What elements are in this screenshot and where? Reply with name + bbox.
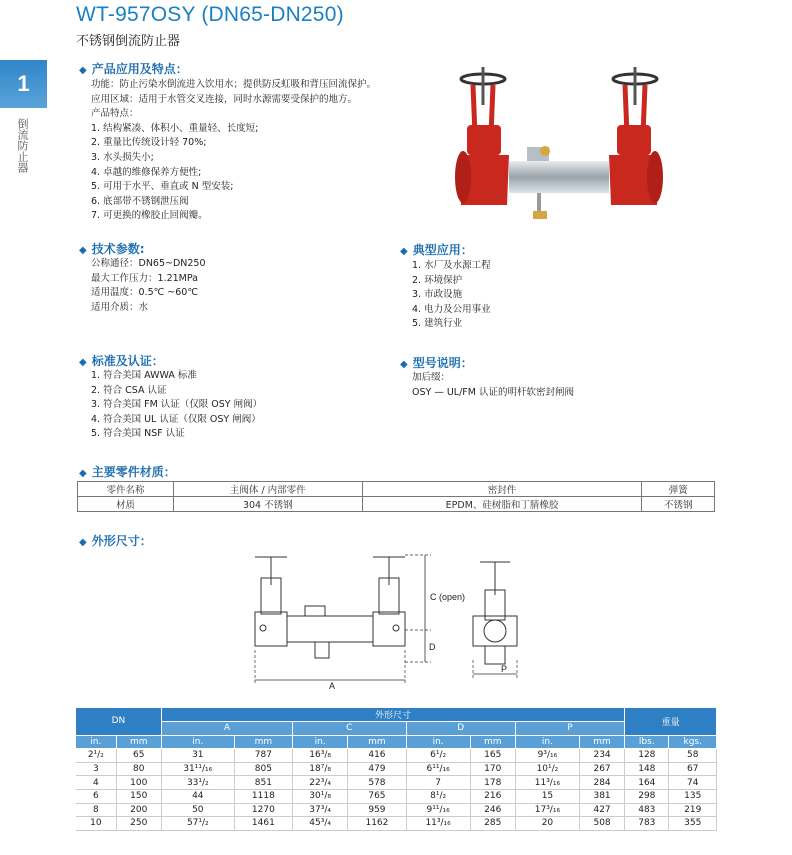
table-cell: 427 — [579, 803, 624, 817]
table-cell: 250 — [116, 817, 161, 831]
table-row — [78, 497, 715, 512]
features-line: 产品特点： — [91, 108, 139, 120]
dn-header: DN — [76, 708, 161, 735]
typical-line: 4. 电力及公用事业 — [412, 303, 491, 315]
table-cell: 20 — [515, 817, 579, 831]
typical-line: 3. 市政设施 — [412, 289, 463, 301]
table-cell: 18⁷/₈ — [293, 762, 348, 776]
table-cell: 416 — [348, 749, 406, 763]
typical-line: 5. 建筑行业 — [412, 318, 463, 330]
table-cell: 44 — [161, 789, 234, 803]
table-cell: 164 — [625, 776, 669, 790]
table-cell: 45³/₄ — [293, 817, 348, 831]
table-cell: 100 — [116, 776, 161, 790]
table-cell: 508 — [579, 817, 624, 831]
dimension-drawing — [245, 550, 555, 690]
table-cell: 50 — [161, 803, 234, 817]
table-header-cell: 弹簧 — [642, 482, 715, 497]
unit-cell: mm — [116, 735, 161, 749]
table-cell: EPDM、硅树脂和丁腈橡胶 — [362, 497, 642, 512]
table-row — [76, 803, 717, 817]
typical-heading: ◆ 典型应用： — [400, 243, 473, 257]
table-cell: 4 — [76, 776, 116, 790]
features-line: 功能：防止污染水倒流进入饮用水；提供防反虹吸和背压回流保护。 — [91, 79, 377, 90]
table-cell: 8¹/₂ — [406, 789, 470, 803]
features-list — [91, 78, 376, 224]
diamond-bullet-icon: ◆ — [400, 246, 408, 257]
table-cell: 15 — [515, 789, 579, 803]
table-cell: 11³/₁₆ — [515, 776, 579, 790]
table-cell: 148 — [625, 762, 669, 776]
tech-line: 最大工作压力：1.21MPa — [91, 272, 198, 284]
materials-heading: ◆ 主要零件材质： — [79, 465, 176, 479]
table-cell: 284 — [579, 776, 624, 790]
table-cell: 178 — [470, 776, 515, 790]
col-header-p: P — [515, 722, 624, 736]
typical-line: 1. 水厂及水源工程 — [412, 260, 491, 271]
typical-line: 2. 环境保护 — [412, 274, 463, 286]
unit-cell: mm — [470, 735, 515, 749]
table-cell: 9³/₁₆ — [515, 749, 579, 763]
standards-line: 4. 符合美国 UL 认证（仅限 OSY 闸阀） — [91, 413, 261, 425]
chapter-label: 倒流防止器 — [16, 118, 29, 173]
group-header: 外形尺寸 — [161, 708, 624, 722]
unit-cell: in. — [406, 735, 470, 749]
table-header-row — [76, 722, 717, 736]
table-cell: 9¹¹/₁₆ — [406, 803, 470, 817]
table-header-cell: 密封件 — [362, 482, 642, 497]
model-list — [412, 371, 574, 400]
table-cell: 1118 — [234, 789, 292, 803]
features-line: 5. 可用于水平、垂直或 N 型安装; — [91, 181, 234, 193]
table-cell: 219 — [669, 803, 717, 817]
table-cell: 33¹/₂ — [161, 776, 234, 790]
table-row — [76, 789, 717, 803]
unit-cell: mm — [234, 735, 292, 749]
table-cell: 483 — [625, 803, 669, 817]
table-cell: 135 — [669, 789, 717, 803]
diamond-bullet-icon: ◆ — [79, 468, 87, 479]
diamond-bullet-icon: ◆ — [79, 65, 87, 76]
table-cell: 1270 — [234, 803, 292, 817]
tech-list — [91, 257, 206, 315]
dim-label-c: C (open) — [430, 592, 466, 602]
model-line: 加后缀： — [412, 372, 451, 383]
typical-list — [412, 259, 491, 332]
features-line: 7. 可更换的橡胶止回阀瓣。 — [91, 210, 208, 222]
table-cell: 10¹/₂ — [515, 762, 579, 776]
table-cell: 216 — [470, 789, 515, 803]
table-cell: 6¹¹/₁₆ — [406, 762, 470, 776]
table-cell: 22³/₄ — [293, 776, 348, 790]
table-cell: 6 — [76, 789, 116, 803]
table-cell: 31 — [161, 749, 234, 763]
table-cell: 31¹¹/₁₆ — [161, 762, 234, 776]
diamond-bullet-icon: ◆ — [79, 357, 87, 368]
page-subtitle: 不锈钢倒流防止器 — [76, 34, 181, 49]
dimensions-table — [76, 708, 717, 831]
features-line: 1. 结构紧凑、体积小、重量轻、长度短; — [91, 122, 259, 134]
unit-cell: lbs. — [625, 735, 669, 749]
valve-product-photo — [455, 65, 675, 225]
table-cell: 57¹/₂ — [161, 817, 234, 831]
unit-cell: in. — [515, 735, 579, 749]
table-cell: 1461 — [234, 817, 292, 831]
table-cell: 2¹/₂ — [76, 749, 116, 763]
diamond-bullet-icon: ◆ — [400, 359, 408, 370]
table-cell: 246 — [470, 803, 515, 817]
standards-list — [91, 369, 262, 442]
table-cell: 285 — [470, 817, 515, 831]
table-cell: 381 — [579, 789, 624, 803]
table-cell: 80 — [116, 762, 161, 776]
table-cell: 1162 — [348, 817, 406, 831]
table-cell: 8 — [76, 803, 116, 817]
features-line: 应用区域：适用于水管交叉连接，同时水源需要受保护的地方。 — [91, 93, 358, 105]
table-cell: 355 — [669, 817, 717, 831]
unit-cell: mm — [579, 735, 624, 749]
table-cell: 851 — [234, 776, 292, 790]
table-cell: 67 — [669, 762, 717, 776]
standards-line: 2. 符合 CSA 认证 — [91, 384, 167, 396]
page-title: WT-957OSY (DN65-DN250) — [76, 3, 344, 26]
col-header-d: D — [406, 722, 515, 736]
features-line: 2. 重量比传统设计轻 70%; — [91, 137, 207, 149]
features-line: 3. 水头损失小; — [91, 151, 154, 163]
standards-line: 1. 符合美国 AWWA 标准 — [91, 370, 197, 381]
table-cell: 11³/₁₆ — [406, 817, 470, 831]
tech-line: 公称通径：DN65~DN250 — [91, 258, 206, 269]
features-line: 6. 底部带不锈钢泄压阀 — [91, 195, 189, 207]
table-cell: 234 — [579, 749, 624, 763]
unit-cell: kgs. — [669, 735, 717, 749]
col-header-c: C — [293, 722, 407, 736]
unit-cell: in. — [293, 735, 348, 749]
table-cell: 不锈钢 — [642, 497, 715, 512]
table-cell: 783 — [625, 817, 669, 831]
table-cell: 材质 — [78, 497, 174, 512]
table-cell: 150 — [116, 789, 161, 803]
table-cell: 17³/₁₆ — [515, 803, 579, 817]
tech-line: 适用介质：水 — [91, 301, 149, 313]
table-cell: 200 — [116, 803, 161, 817]
table-row — [76, 762, 717, 776]
diamond-bullet-icon: ◆ — [79, 537, 87, 548]
dim-label-a: A — [329, 681, 336, 690]
dimensions-heading: ◆ 外形尺寸： — [79, 534, 152, 548]
table-cell: 37³/₄ — [293, 803, 348, 817]
unit-cell: in. — [161, 735, 234, 749]
table-cell: 30¹/₈ — [293, 789, 348, 803]
standards-heading: ◆ 标准及认证： — [79, 354, 164, 368]
table-cell: 6¹/₂ — [406, 749, 470, 763]
weight-header: 重量 — [625, 708, 717, 735]
unit-cell: in. — [76, 735, 116, 749]
table-cell: 304 不锈钢 — [173, 497, 362, 512]
table-cell: 298 — [625, 789, 669, 803]
model-line: OSY — UL/FM 认证的明杆软密封闸阀 — [412, 386, 574, 398]
table-cell: 16³/₈ — [293, 749, 348, 763]
features-heading: ◆ 产品应用及特点： — [79, 62, 188, 76]
standards-line: 3. 符合美国 FM 认证（仅限 OSY 闸阀） — [91, 399, 263, 411]
model-heading: ◆ 型号说明： — [400, 356, 473, 370]
table-cell: 58 — [669, 749, 717, 763]
table-cell: 10 — [76, 817, 116, 831]
table-cell: 3 — [76, 762, 116, 776]
table-unit-row — [76, 735, 717, 749]
tech-line: 适用温度：0.5℃ ~60℃ — [91, 287, 199, 299]
table-cell: 267 — [579, 762, 624, 776]
dim-label-d: D — [429, 642, 436, 652]
table-cell: 805 — [234, 762, 292, 776]
table-cell: 479 — [348, 762, 406, 776]
table-cell: 578 — [348, 776, 406, 790]
table-cell: 7 — [406, 776, 470, 790]
table-header-row — [76, 708, 717, 722]
table-header-cell: 零件名称 — [78, 482, 174, 497]
unit-cell: mm — [348, 735, 406, 749]
table-cell: 74 — [669, 776, 717, 790]
col-header-a: A — [161, 722, 292, 736]
dim-label-p: P — [501, 664, 508, 674]
table-cell: 165 — [470, 749, 515, 763]
table-row — [76, 749, 717, 763]
table-row — [78, 482, 715, 497]
table-cell: 128 — [625, 749, 669, 763]
features-line: 4. 卓越的维修保养方便性; — [91, 166, 202, 178]
chapter-number-tab: 1 — [0, 60, 47, 108]
standards-line: 5. 符合美国 NSF 认证 — [91, 428, 185, 440]
table-cell: 787 — [234, 749, 292, 763]
table-cell: 959 — [348, 803, 406, 817]
materials-table — [77, 481, 715, 512]
table-cell: 765 — [348, 789, 406, 803]
table-header-cell: 主阀体 / 内部零件 — [173, 482, 362, 497]
diamond-bullet-icon: ◆ — [79, 245, 87, 256]
table-row — [76, 817, 717, 831]
table-row — [76, 776, 717, 790]
dimensions-table-body — [76, 749, 717, 831]
table-cell: 65 — [116, 749, 161, 763]
tech-heading: ◆ 技术参数: — [79, 242, 145, 256]
table-cell: 170 — [470, 762, 515, 776]
